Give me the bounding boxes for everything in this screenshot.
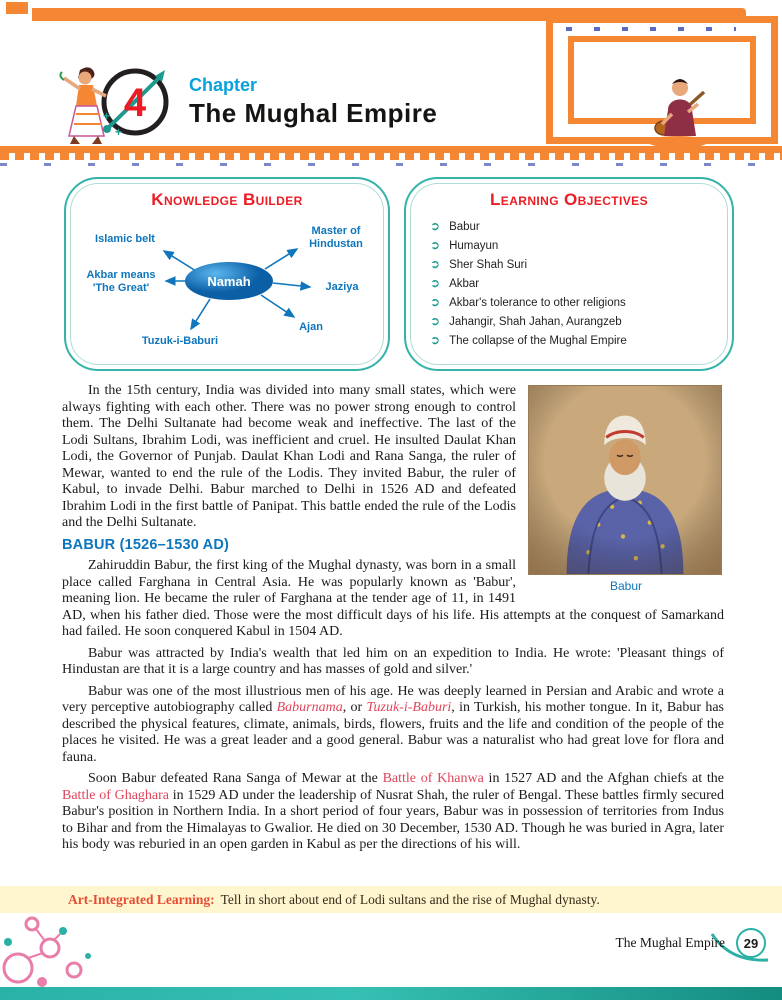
keyword-baburnama: Baburnama: [276, 700, 343, 715]
mindmap-node-ajan: Ajan: [299, 321, 323, 333]
keyword-battle-of-khanwa: Battle of Khanwa: [382, 771, 484, 786]
footer: [616, 928, 766, 958]
list-item: [430, 314, 732, 328]
learning-objectives-title: Learning Objectives: [490, 190, 648, 209]
circular-arrow-bullet-icon: ➲: [430, 257, 441, 271]
mindmap-node-islamic-belt: Islamic belt: [95, 233, 155, 245]
svg-text:+: +: [103, 109, 111, 123]
knowledge-builder-title: Knowledge Builder: [151, 190, 303, 209]
keyword-tuzuk-i-baburi: Tuzuk-i-Baburi: [366, 700, 452, 715]
mindmap-node-tuzuk-i-baburi: Tuzuk-i-Baburi: [141, 335, 219, 347]
objective-label: Humayun: [449, 240, 499, 252]
objective-label: The collapse of the Mughal Empire: [449, 335, 627, 347]
art-integrated-label: Art-Integrated Learning:: [68, 891, 215, 907]
decorative-dancer-figure: [52, 64, 112, 148]
page-number-badge: 29: [736, 928, 766, 958]
chapter-number: 4: [123, 81, 147, 125]
knowledge-builder-mindmap: [74, 211, 380, 363]
circular-arrow-bullet-icon: ➲: [430, 333, 441, 347]
art-integrated-text: Tell in short about end of Lodi sultans and the rise of Mughal dynasty.: [220, 891, 600, 907]
article-body: [62, 383, 724, 859]
learning-objectives-box: [404, 177, 734, 371]
circular-arrow-bullet-icon: ➲: [430, 314, 441, 328]
circular-arrow-bullet-icon: ➲: [430, 295, 441, 309]
orange-corner-square: [6, 2, 28, 14]
list-item: [430, 238, 732, 252]
decorative-musician-figure: [642, 66, 712, 150]
list-item: [430, 219, 732, 233]
circular-arrow-bullet-icon: ➲: [430, 276, 441, 290]
intro-paragraph: In the 15th century, India was divided into many small states, which were always fighting with each other. There was no power strong enough to control them. The Delhi Sultanate had become weak and ineffective. The last of the Lodi Sultans, Ibrahim Lodi, was inefficient and cruel. He insulted Daulat Khan Lodi, the Governor of Punjab. Daulat Khan Lodi and Rana Sanga, the ruler of Mewar, wanted to end the rule of the Lodis. They invited Babur, the ruler of Kabul, to invade Delhi. Babur marched to Delhi in 1526 AD and defeated Ibrahim Lodi in the first battle of Panipat. This battle ended the rule of the Lodis and the Delhi Sultanate.: [62, 383, 516, 530]
page-title: The Mughal Empire: [189, 98, 438, 128]
paragraph: Zahiruddin Babur, the first king of the Mughal dynasty, was born in a small place called Farghana in Central Asia. He was popularly known as 'Babur', meaning lion. He became the ruler of Farghana at the tender age of 11, in 1491 AD, when his father died. Those were the most difficult days of his life. His attempts at the conquest of Samarkand had failed. He soon conquered Kabul in 1504 AD.: [62, 558, 724, 639]
learning-objectives-list: [430, 219, 732, 347]
chapter-header: [95, 62, 437, 142]
svg-text:+: +: [115, 125, 123, 139]
babur-portrait: [528, 385, 722, 575]
objective-label: Jahangir, Shah Jahan, Aurangzeb: [449, 316, 622, 328]
objective-label: Babur: [449, 221, 480, 233]
knowledge-builder-box: [64, 177, 390, 371]
babur-portrait-figure: [528, 385, 724, 595]
paragraph: Babur was one of the most illustrious men of his age. He was deeply learned in Persian and Arabic and wrote a very perceptive autobiography called Baburnama, or Tuzuk-i-Baburi, in Turkish, his mother tongue. In it, Babur has described the physical features, climate, animals, birds, flowers, fruits and the life and condition of the people of the places he visited. He was a great leader and a good general. Babur was a naturalist who had great love for flora and fauna.: [62, 683, 724, 765]
keyword-battle-of-ghaghara: Battle of Ghaghara: [62, 787, 170, 803]
paragraph: Soon Babur defeated Rana Sanga of Mewar at the Battle of Khanwa in 1527 AD and the Afghan chiefs at the Battle of Ghaghara in 1529 AD under the leadership of Nusrat Shah, the ruler of Bengal. These battles firmly secured Babur's position in Northern India. In a short period of four years, Babur was in possession of territories from Indus to Bihar and from the Himalayas to Gwalior. He died on 30 December, 1530 AD. Though he was buried in Agra, later his body was reburied in an open garden in Kabul as per the directions of his will.: [62, 771, 724, 852]
circular-arrow-bullet-icon: ➲: [430, 219, 441, 233]
frame-tick-marks: [566, 27, 736, 31]
objective-label: Sher Shah Suri: [449, 259, 528, 271]
list-item: [430, 333, 732, 347]
objective-label: Akbar's tolerance to other religions: [449, 297, 626, 309]
footer-book-title: The Mughal Empire: [615, 935, 725, 950]
mindmap-center-node: Namah: [207, 274, 251, 289]
list-item: [430, 295, 732, 309]
section-heading-babur: BABUR (1526–1530 AD): [62, 536, 230, 553]
mindmap-node-master-of-hindustan: Master of Hindustan: [309, 225, 363, 250]
mindmap-node-akbar-the-great: Akbar means 'The Great': [86, 269, 156, 294]
list-item: [430, 257, 732, 271]
list-item: [430, 276, 732, 290]
paragraph: Babur was attracted by India's wealth that led him on an expedition to India. He wrote: 'Pleasant things of Hindustan are that it is a large country and has masses of gold and silver.': [62, 645, 724, 677]
chapter-label: Chapter: [189, 75, 258, 95]
molecule-decoration: [0, 898, 118, 990]
portrait-caption: Babur: [609, 579, 643, 593]
objective-label: Akbar: [449, 278, 480, 290]
circular-arrow-bullet-icon: ➲: [430, 238, 441, 252]
mindmap-node-jaziya: Jaziya: [325, 281, 359, 293]
